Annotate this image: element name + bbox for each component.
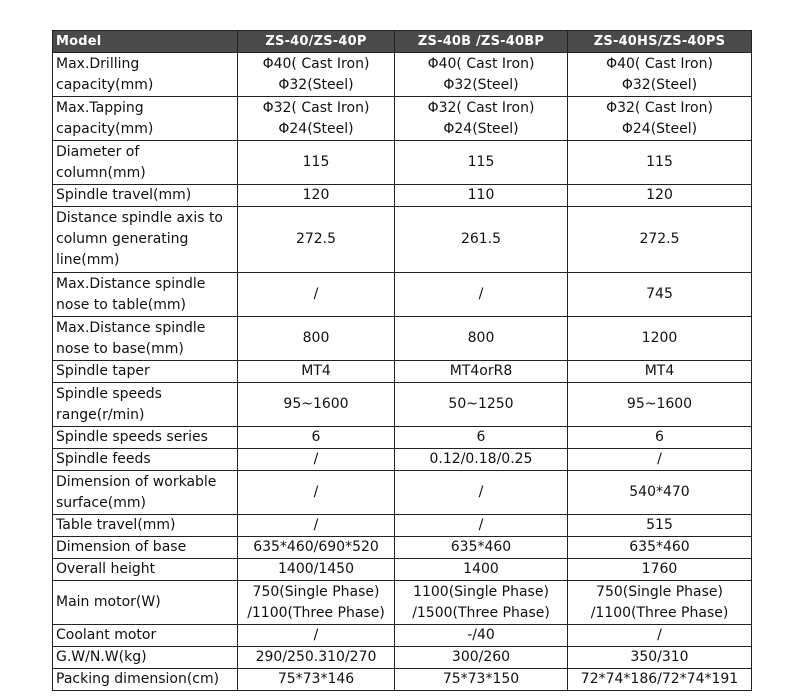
table-row [53,471,752,515]
row-label [53,361,238,383]
cell-value: 6 [311,429,321,445]
cell-value: / [478,484,484,500]
cell-value: Φ40( Cast Iron) [262,55,370,72]
cell-zs-40b [395,185,568,207]
cell-value: / [657,627,662,643]
cell-zs-40hs [568,361,752,383]
table-row [53,207,752,273]
header-row [53,31,752,53]
row-label [53,317,238,361]
cell-value: 750(Single Phase) [596,583,723,600]
cell-zs-40hs [568,471,752,515]
cell-zs-40 [238,647,395,669]
cell-zs-40b [395,53,568,97]
cell-zs-40b [395,515,568,537]
table-row [53,273,752,317]
table-row [53,97,752,141]
cell-zs-40hs [568,537,752,559]
cell-zs-40 [238,361,395,383]
cell-zs-40 [238,449,395,471]
row-label-line: Spindle speeds [56,385,162,402]
cell-zs-40b [395,625,568,647]
cell-zs-40b [395,361,568,383]
cell-value: / [313,451,319,467]
cell-value: 115 [302,154,330,170]
row-label-line: range(r/min) [56,406,145,423]
table-row [53,669,752,691]
cell-value: Φ32( Cast Iron) [606,99,713,116]
spec-table-body [53,53,752,691]
cell-zs-40b [395,97,568,141]
row-label [53,141,238,185]
cell-value: / [313,627,319,643]
row-label-line: Max.Distance spindle [56,319,206,336]
cell-zs-40b [395,581,568,625]
cell-value: Φ40( Cast Iron) [427,55,535,72]
cell-value: 95~1600 [626,396,693,412]
row-label-line: Max.Drilling [56,55,140,72]
cell-value: Φ32(Steel) [443,76,519,93]
cell-value: 1400 [463,561,499,577]
cell-value: 6 [655,429,664,445]
row-label-line: Coolant motor [56,627,157,643]
row-label-line: Dimension of workable [56,473,217,490]
cell-value: 745 [646,286,673,302]
cell-zs-40b [395,647,568,669]
row-label-line: Spindle taper [56,363,150,379]
cell-zs-40 [238,317,395,361]
cell-value: 635*460/690*520 [253,539,379,555]
cell-zs-40hs [568,141,752,185]
cell-value: MT4orR8 [449,363,513,379]
cell-value: 300/260 [451,649,511,665]
cell-zs-40hs [568,53,752,97]
cell-zs-40hs [568,427,752,449]
spec-table [52,30,752,691]
cell-zs-40 [238,427,395,449]
cell-zs-40 [238,53,395,97]
row-label-line: Max.Distance spindle [56,275,206,292]
cell-zs-40b [395,427,568,449]
cell-value: 800 [467,330,495,346]
row-label-line: Distance spindle axis to [56,210,224,226]
row-label [53,471,238,515]
row-label [53,625,238,647]
cell-value: 540*470 [629,484,690,500]
cell-zs-40 [238,537,395,559]
cell-value: /1500(Three Phase) [412,604,550,621]
cell-zs-40 [238,273,395,317]
row-label-line: Overall height [56,561,156,577]
cell-zs-40b [395,317,568,361]
cell-value: Φ40( Cast Iron) [606,55,713,72]
cell-value: Φ32( Cast Iron) [427,99,535,116]
table-row [53,515,752,537]
cell-value: 1100(Single Phase) [413,583,549,600]
cell-value: 115 [467,154,495,170]
cell-value: 95~1600 [283,396,349,412]
row-label-line: capacity(mm) [56,76,154,93]
row-label [53,97,238,141]
cell-value: 515 [646,517,673,533]
cell-value: / [313,517,319,533]
row-label-line: Packing dimension(cm) [56,671,220,687]
cell-zs-40hs [568,383,752,427]
table-row [53,53,752,97]
cell-zs-40hs [568,647,752,669]
cell-value: 120 [646,187,673,203]
cell-value: 75*73*150 [442,671,520,687]
cell-value: 72*74*186/72*74*191 [580,671,739,687]
row-label-line: column(mm) [56,164,146,181]
cell-zs-40hs [568,449,752,471]
cell-zs-40b [395,207,568,273]
cell-zs-40b [395,669,568,691]
cell-zs-40 [238,141,395,185]
row-label-line: nose to table(mm) [56,296,186,313]
row-label [53,537,238,559]
row-label [53,427,238,449]
cell-value: 50~1250 [448,396,514,412]
table-row [53,537,752,559]
header-zs-40b: ZS-40B /ZS-40BP [395,31,568,53]
cell-zs-40hs [568,515,752,537]
cell-value: 750(Single Phase) [252,583,380,600]
row-label [53,669,238,691]
header-model: Model [53,31,238,53]
cell-value: 120 [302,187,330,203]
cell-value: 75*73*146 [277,671,355,687]
cell-zs-40 [238,515,395,537]
cell-zs-40 [238,471,395,515]
cell-value: 1760 [641,561,678,577]
cell-zs-40hs [568,97,752,141]
cell-zs-40b [395,559,568,581]
cell-value: / [478,286,484,302]
row-label [53,185,238,207]
cell-zs-40b [395,449,568,471]
cell-value: 635*460 [629,539,690,555]
row-label-line: Spindle speeds series [56,429,208,445]
cell-value: 290/250.310/270 [255,649,377,665]
cell-value: 115 [646,154,673,170]
table-row [53,581,752,625]
cell-value: / [313,286,319,302]
cell-value: 6 [476,429,486,445]
table-row [53,559,752,581]
cell-zs-40 [238,97,395,141]
cell-value: Φ24(Steel) [278,120,354,137]
cell-zs-40b [395,141,568,185]
row-label-line: capacity(mm) [56,120,154,137]
cell-zs-40hs [568,207,752,273]
row-label [53,581,238,625]
cell-value: 261.5 [460,231,502,247]
cell-zs-40 [238,559,395,581]
row-label-line: Diameter of [56,143,140,160]
cell-value: / [657,451,662,467]
cell-value: / [313,484,319,500]
row-label [53,559,238,581]
cell-zs-40b [395,273,568,317]
row-label-line: line(mm) [56,252,120,268]
cell-zs-40b [395,383,568,427]
table-row [53,185,752,207]
cell-zs-40 [238,625,395,647]
row-label-line: Max.Tapping [56,99,144,116]
cell-zs-40hs [568,581,752,625]
cell-zs-40hs [568,273,752,317]
cell-zs-40 [238,207,395,273]
cell-value: 635*460 [450,539,512,555]
table-row [53,141,752,185]
header-zs-40: ZS-40/ZS-40P [238,31,395,53]
row-label-line: Main motor(W) [56,594,161,610]
cell-zs-40b [395,471,568,515]
row-label-line: G.W/N.W(kg) [56,649,147,665]
cell-value: 350/310 [630,649,689,665]
cell-value: MT4 [644,363,675,379]
cell-zs-40hs [568,317,752,361]
cell-value: Φ32( Cast Iron) [262,99,370,116]
cell-zs-40 [238,581,395,625]
table-row [53,449,752,471]
cell-value: /1100(Three Phase) [590,604,729,621]
table-row [53,317,752,361]
cell-value: / [478,517,484,533]
cell-value: 272.5 [639,231,680,247]
cell-value: 0.12/0.18/0.25 [429,451,533,467]
row-label-line: Table travel(mm) [56,517,176,533]
cell-value: 1200 [641,330,678,346]
header-zs-40hs: ZS-40HS/ZS-40PS [568,31,752,53]
table-row [53,427,752,449]
row-label [53,273,238,317]
cell-value: 1400/1450 [278,561,354,577]
cell-zs-40hs [568,185,752,207]
row-label-line: Spindle travel(mm) [56,187,192,203]
row-label-line: surface(mm) [56,494,146,511]
cell-value: Φ32(Steel) [621,76,698,93]
row-label [53,383,238,427]
cell-value: Φ32(Steel) [278,76,354,93]
table-row [53,361,752,383]
cell-zs-40hs [568,625,752,647]
row-label [53,53,238,97]
cell-value: 110 [467,187,495,203]
cell-value: Φ24(Steel) [443,120,519,137]
cell-value: Φ24(Steel) [621,120,698,137]
row-label [53,449,238,471]
cell-zs-40 [238,669,395,691]
row-label-line: column generating [56,231,189,247]
cell-value: 272.5 [295,231,337,247]
cell-zs-40 [238,185,395,207]
cell-value: -/40 [467,627,495,643]
row-label-line: nose to base(mm) [56,340,184,357]
row-label [53,207,238,273]
row-label-line: Spindle feeds [56,451,151,467]
row-label-line: Dimension of base [56,539,187,555]
cell-zs-40 [238,383,395,427]
cell-value: MT4 [301,363,331,379]
table-row [53,647,752,669]
cell-zs-40hs [568,559,752,581]
cell-value: 800 [302,330,330,346]
table-row [53,383,752,427]
table-row [53,625,752,647]
cell-zs-40hs [568,669,752,691]
cell-value: /1100(Three Phase) [247,604,385,621]
row-label [53,515,238,537]
cell-zs-40b [395,537,568,559]
row-label [53,647,238,669]
